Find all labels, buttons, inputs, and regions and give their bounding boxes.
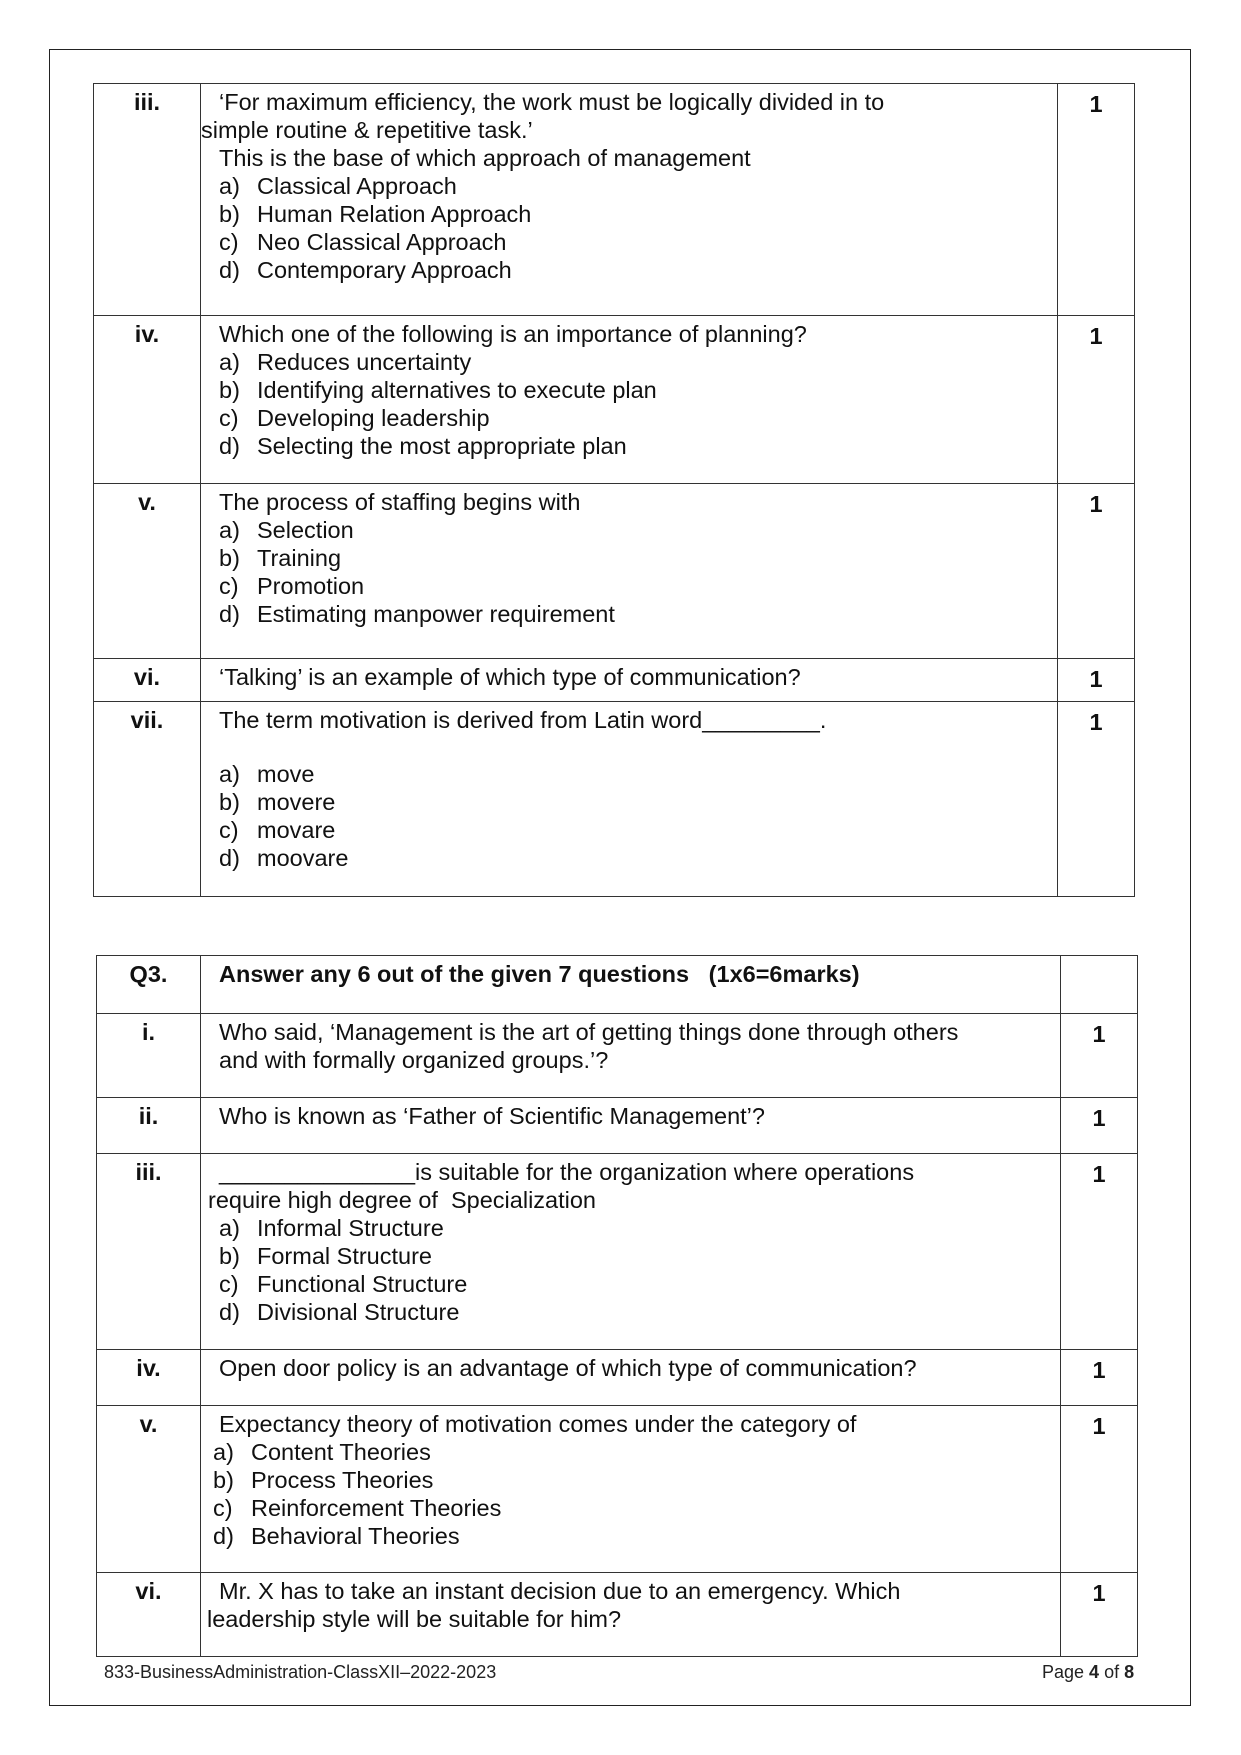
section-instruction [201, 956, 1061, 1014]
question-stem-line: simple routine & repetitive task.’ [201, 117, 533, 143]
marks-value: 1 [1061, 1014, 1138, 1098]
option-label: c) [219, 573, 239, 599]
marks-value: 1 [1058, 316, 1135, 484]
option-text: Reinforcement Theories [251, 1495, 502, 1521]
question-number: vi. [94, 659, 201, 702]
question-stem-line: Expectancy theory of motivation comes under the category of [219, 1411, 857, 1437]
option-text: Training [257, 545, 342, 571]
question-stem-line: require high degree of Specialization [208, 1187, 597, 1213]
option-label: b) [219, 1243, 240, 1269]
option-label: d) [219, 845, 240, 871]
page-number [1042, 1662, 1134, 1683]
question-number: v. [94, 484, 201, 659]
question-row [97, 1406, 1138, 1573]
section-instruction-text: Answer any 6 out of the given 7 questions (1x6=6marks) [219, 961, 860, 987]
option-label: a) [219, 173, 240, 199]
option-item [219, 1270, 1054, 1298]
question-stem-line: The process of staffing begins with [219, 489, 581, 515]
option-text: Reduces uncertainty [257, 349, 472, 375]
option-label: c) [219, 405, 239, 431]
question-stem-line: and with formally organized groups.’? [219, 1047, 609, 1073]
question-row [94, 659, 1135, 702]
question-row [97, 1154, 1138, 1350]
question-stem-line: Which one of the following is an importance of planning? [219, 321, 807, 347]
question-row [94, 702, 1135, 897]
option-item [219, 760, 1051, 788]
option-label: a) [219, 517, 240, 543]
page-total: 8 [1124, 1662, 1135, 1682]
marks-value: 1 [1058, 702, 1135, 897]
question-stem-line: Who said, ‘Management is the art of getting things done through others [219, 1019, 959, 1045]
page-of: of [1099, 1662, 1125, 1682]
option-item [219, 228, 1051, 256]
question-number: ii. [97, 1098, 201, 1154]
question-table-q2 [93, 83, 1135, 897]
question-number: vii. [94, 702, 201, 897]
option-label: c) [219, 817, 239, 843]
question-body [201, 484, 1058, 659]
option-text: Functional Structure [257, 1271, 468, 1297]
section-number: Q3. [97, 956, 201, 1014]
option-item [219, 544, 1051, 572]
question-row [94, 484, 1135, 659]
option-item [219, 404, 1051, 432]
option-text: Informal Structure [257, 1215, 444, 1241]
marks-value: 1 [1061, 1098, 1138, 1154]
page-current: 4 [1089, 1662, 1100, 1682]
option-text: Behavioral Theories [251, 1523, 460, 1549]
option-text: movare [257, 817, 336, 843]
marks-value: 1 [1058, 659, 1135, 702]
option-item [219, 172, 1051, 200]
option-item [219, 1298, 1054, 1326]
question-row [94, 84, 1135, 316]
option-list [213, 1438, 1054, 1550]
option-label: d) [219, 257, 240, 283]
option-text: Contemporary Approach [257, 257, 512, 283]
option-text: moovare [257, 845, 349, 871]
question-body [201, 316, 1058, 484]
question-body [201, 1406, 1061, 1573]
option-text: move [257, 761, 315, 787]
option-label: b) [213, 1467, 234, 1493]
option-label: b) [219, 545, 240, 571]
question-body [201, 1014, 1061, 1098]
option-label: d) [219, 601, 240, 627]
question-stem-line: Mr. X has to take an instant decision due to an emergency. Which [219, 1578, 901, 1604]
question-stem-line: Who is known as ‘Father of Scientific Management’? [219, 1103, 765, 1129]
option-text: Promotion [257, 573, 365, 599]
marks-value: 1 [1061, 1350, 1138, 1406]
question-row [97, 1014, 1138, 1098]
question-stem-line: The term motivation is derived from Latin word_________. [219, 707, 827, 733]
option-text: Formal Structure [257, 1243, 432, 1269]
option-text: Process Theories [251, 1467, 434, 1493]
marks-value: 1 [1061, 1154, 1138, 1350]
option-text: Selection [257, 517, 354, 543]
question-number: iii. [94, 84, 201, 316]
option-text: Human Relation Approach [257, 201, 532, 227]
option-text: Divisional Structure [257, 1299, 460, 1325]
page-prefix: Page [1042, 1662, 1090, 1682]
question-row [97, 1098, 1138, 1154]
option-item [219, 844, 1051, 872]
option-label: b) [219, 377, 240, 403]
option-label: c) [213, 1495, 233, 1521]
option-item [219, 348, 1051, 376]
option-item [219, 788, 1051, 816]
option-item [219, 1242, 1054, 1270]
option-item [219, 376, 1051, 404]
option-item [213, 1438, 1054, 1466]
option-list [219, 348, 1051, 460]
option-list [219, 1214, 1054, 1326]
question-number: iv. [94, 316, 201, 484]
option-item [213, 1466, 1054, 1494]
question-row [97, 1350, 1138, 1406]
option-item [219, 432, 1051, 460]
question-row [97, 1573, 1138, 1657]
option-list [219, 516, 1051, 628]
question-body [201, 1573, 1061, 1657]
option-item [219, 256, 1051, 284]
option-item [219, 200, 1051, 228]
question-stem-line: ‘For maximum efficiency, the work must be logically divided in to [219, 89, 885, 115]
section-header-row [97, 956, 1138, 1014]
option-label: d) [219, 433, 240, 459]
question-number: v. [97, 1406, 201, 1573]
option-label: c) [219, 229, 239, 255]
option-item [219, 600, 1051, 628]
marks-value: 1 [1061, 1573, 1138, 1657]
option-text: Identifying alternatives to execute plan [257, 377, 657, 403]
question-body [201, 659, 1058, 702]
marks-value: 1 [1061, 1406, 1138, 1573]
question-number: iii. [97, 1154, 201, 1350]
question-body [201, 1350, 1061, 1406]
option-text: Neo Classical Approach [257, 229, 507, 255]
marks-value-empty [1061, 956, 1138, 1014]
option-list [219, 172, 1051, 284]
option-item [219, 516, 1051, 544]
option-label: a) [219, 349, 240, 375]
option-item [213, 1522, 1054, 1550]
question-stem-line: Open door policy is an advantage of which type of communication? [219, 1355, 917, 1381]
option-label: d) [213, 1523, 234, 1549]
option-label: b) [219, 201, 240, 227]
marks-value: 1 [1058, 484, 1135, 659]
option-label: a) [213, 1439, 234, 1465]
option-item [219, 816, 1051, 844]
question-number: iv. [97, 1350, 201, 1406]
option-text: Classical Approach [257, 173, 457, 199]
option-text: Content Theories [251, 1439, 431, 1465]
option-item [213, 1494, 1054, 1522]
document-code: 833-BusinessAdministration-ClassXII–2022-2023 [104, 1662, 497, 1682]
option-list [219, 760, 1051, 872]
question-row [94, 316, 1135, 484]
question-body [201, 1098, 1061, 1154]
question-body [201, 702, 1058, 897]
option-label: d) [219, 1299, 240, 1325]
option-text: movere [257, 789, 336, 815]
question-stem-line: leadership style will be suitable for him? [207, 1606, 622, 1632]
question-stem-line: This is the base of which approach of management [219, 145, 751, 171]
question-stem-line: ‘Talking’ is an example of which type of communication? [219, 664, 801, 690]
option-label: c) [219, 1271, 239, 1297]
option-text: Selecting the most appropriate plan [257, 433, 627, 459]
question-table-q3 [96, 955, 1138, 1657]
question-body [201, 1154, 1061, 1350]
option-text: Estimating manpower requirement [257, 601, 615, 627]
option-label: a) [219, 1215, 240, 1241]
option-text: Developing leadership [257, 405, 490, 431]
marks-value: 1 [1058, 84, 1135, 316]
option-label: a) [219, 761, 240, 787]
option-item [219, 572, 1051, 600]
option-label: b) [219, 789, 240, 815]
question-body [201, 84, 1058, 316]
question-number: vi. [97, 1573, 201, 1657]
option-item [219, 1214, 1054, 1242]
question-number: i. [97, 1014, 201, 1098]
question-stem-line: _______________is suitable for the organization where operations [219, 1159, 915, 1185]
